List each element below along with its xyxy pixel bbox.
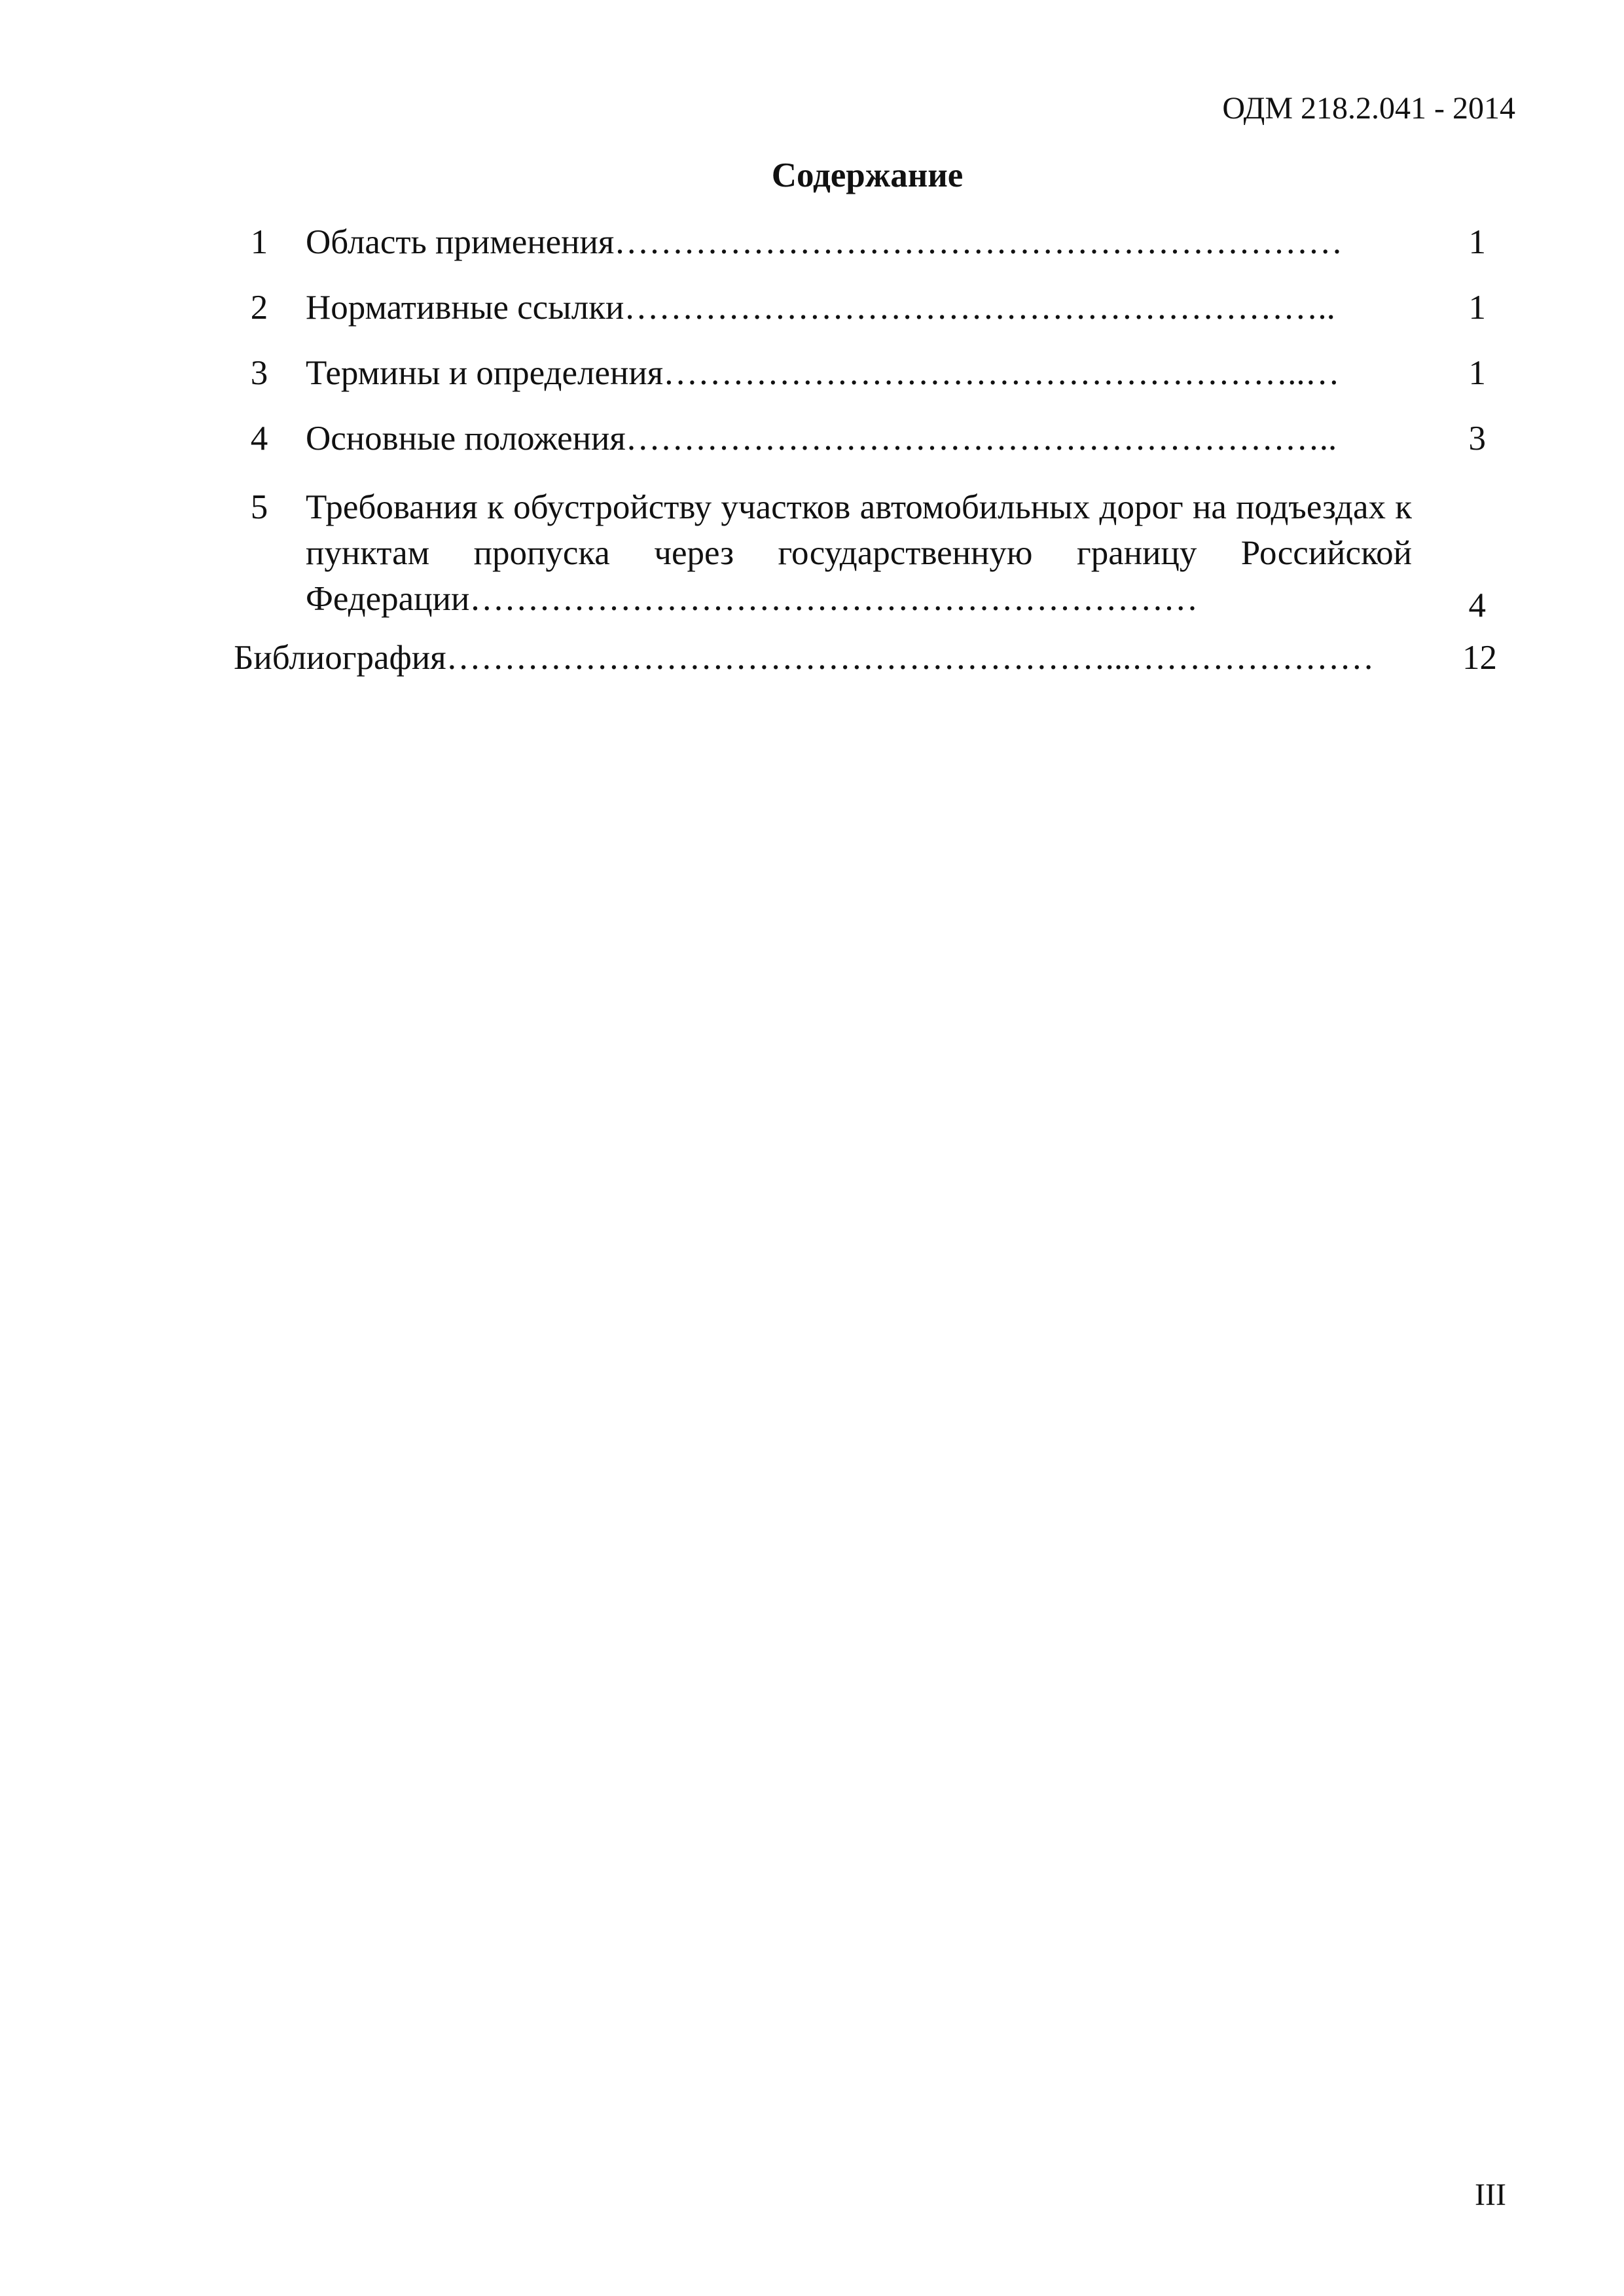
toc-bibliography-page: 12	[1462, 639, 1497, 677]
toc-entry-label: Область применения………………………………………………………	[306, 223, 1343, 261]
toc-entry-label: Основные положения……………………………………………………..	[306, 420, 1337, 457]
toc-entry-page: 3	[1468, 420, 1486, 457]
toc-entry-number: 1	[250, 223, 268, 261]
toc-entry-page: 1	[1468, 223, 1486, 261]
toc-entry-number: 3	[250, 354, 268, 392]
toc-title: Содержание	[771, 156, 964, 194]
page-number: III	[1475, 2178, 1506, 2212]
toc-entry-number: 2	[250, 289, 268, 327]
toc-entry-number: 5	[250, 488, 268, 526]
toc-entry-page: 1	[1468, 354, 1486, 392]
toc-entry-label: Нормативные ссылки……………………………………………………..	[306, 289, 1335, 327]
toc-entry-label: Требования к обустройству участков автомобильных дорог на подъездах к пунктам пропуска через государственную границу Российской Федерации………………………………………………………	[306, 488, 1412, 618]
toc-entry-page: 1	[1468, 289, 1486, 327]
toc-entry-number: 4	[250, 420, 268, 457]
toc-bibliography-label: Библиография…………………………………………………...…………………	[234, 639, 1375, 677]
toc-entry-label: Термины и определения………………………………………………..…	[306, 354, 1340, 392]
toc-entry-page: 4	[1468, 586, 1486, 624]
document-code: ОДМ 218.2.041 - 2014	[1222, 91, 1515, 126]
